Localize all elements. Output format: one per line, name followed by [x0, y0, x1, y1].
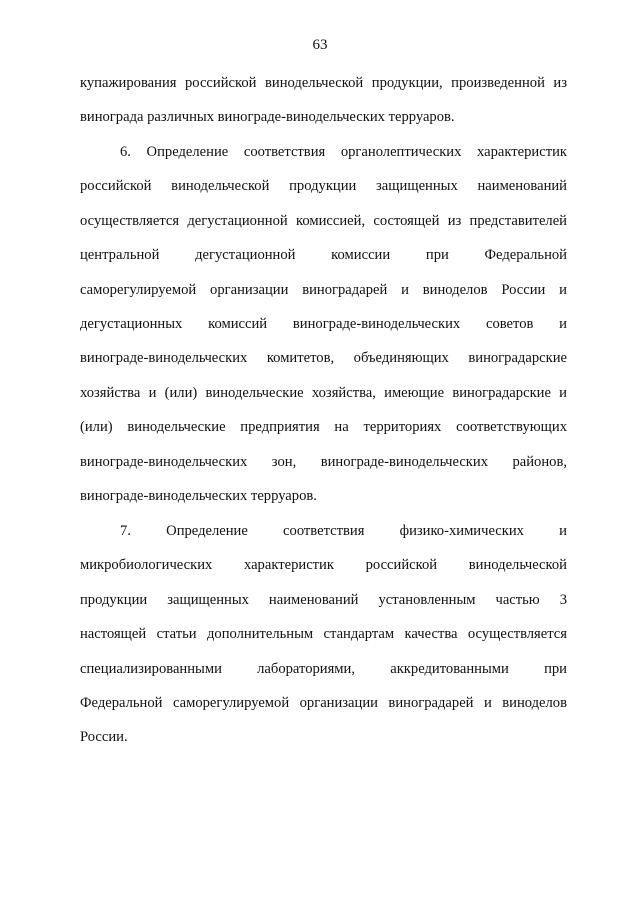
text-line: винограда различных винограде-винодельческих терруаров. [80, 109, 455, 126]
text-line: 6. Определение соответствия органолептических характеристик [120, 144, 567, 160]
text-line: (или) винодельческие предприятия на территориях соответствующих [80, 419, 567, 436]
paragraph-continuation [80, 66, 567, 135]
text-line: винограде-винодельческих зон, винограде-винодельческих районов, [80, 453, 567, 470]
text-line: центральной дегустационной комиссии при Федеральной [80, 247, 567, 264]
text-line: винограде-винодельческих комитетов, объединяющих виноградарские [80, 350, 567, 367]
text-line: Федеральной саморегулируемой организации виноградарей и виноделов [80, 694, 567, 711]
text-line: купажирования российской винодельческой продукции, произведенной из [80, 75, 567, 91]
page-number: 63 [312, 37, 328, 53]
text-line: винограде-винодельческих терруаров. [80, 487, 317, 504]
text-line: саморегулируемой организации виноградарей и виноделов России и [80, 281, 567, 298]
text-line: дегустационных комиссий винограде-винодельческих советов и [80, 315, 567, 332]
text-line: России. [80, 729, 128, 746]
text-line: хозяйства и (или) винодельческие хозяйства, имеющие виноградарские и [80, 384, 567, 401]
paragraph-7 [80, 514, 567, 755]
text-line: настоящей статьи дополнительным стандартам качества осуществляется [80, 626, 567, 643]
text-line: осуществляется дегустационной комиссией, состоящей из представителей [80, 212, 567, 229]
text-line: российской винодельческой продукции защищенных наименований [80, 178, 567, 195]
text-line: продукции защищенных наименований установленным частью 3 [80, 591, 567, 608]
text-line: специализированными лабораториями, аккредитованными при [80, 660, 567, 677]
paragraph-6 [80, 135, 567, 513]
text-line: 7. Определение соответствия физико-химических и [120, 523, 567, 539]
text-line: микробиологических характеристик российской винодельческой [80, 557, 567, 574]
